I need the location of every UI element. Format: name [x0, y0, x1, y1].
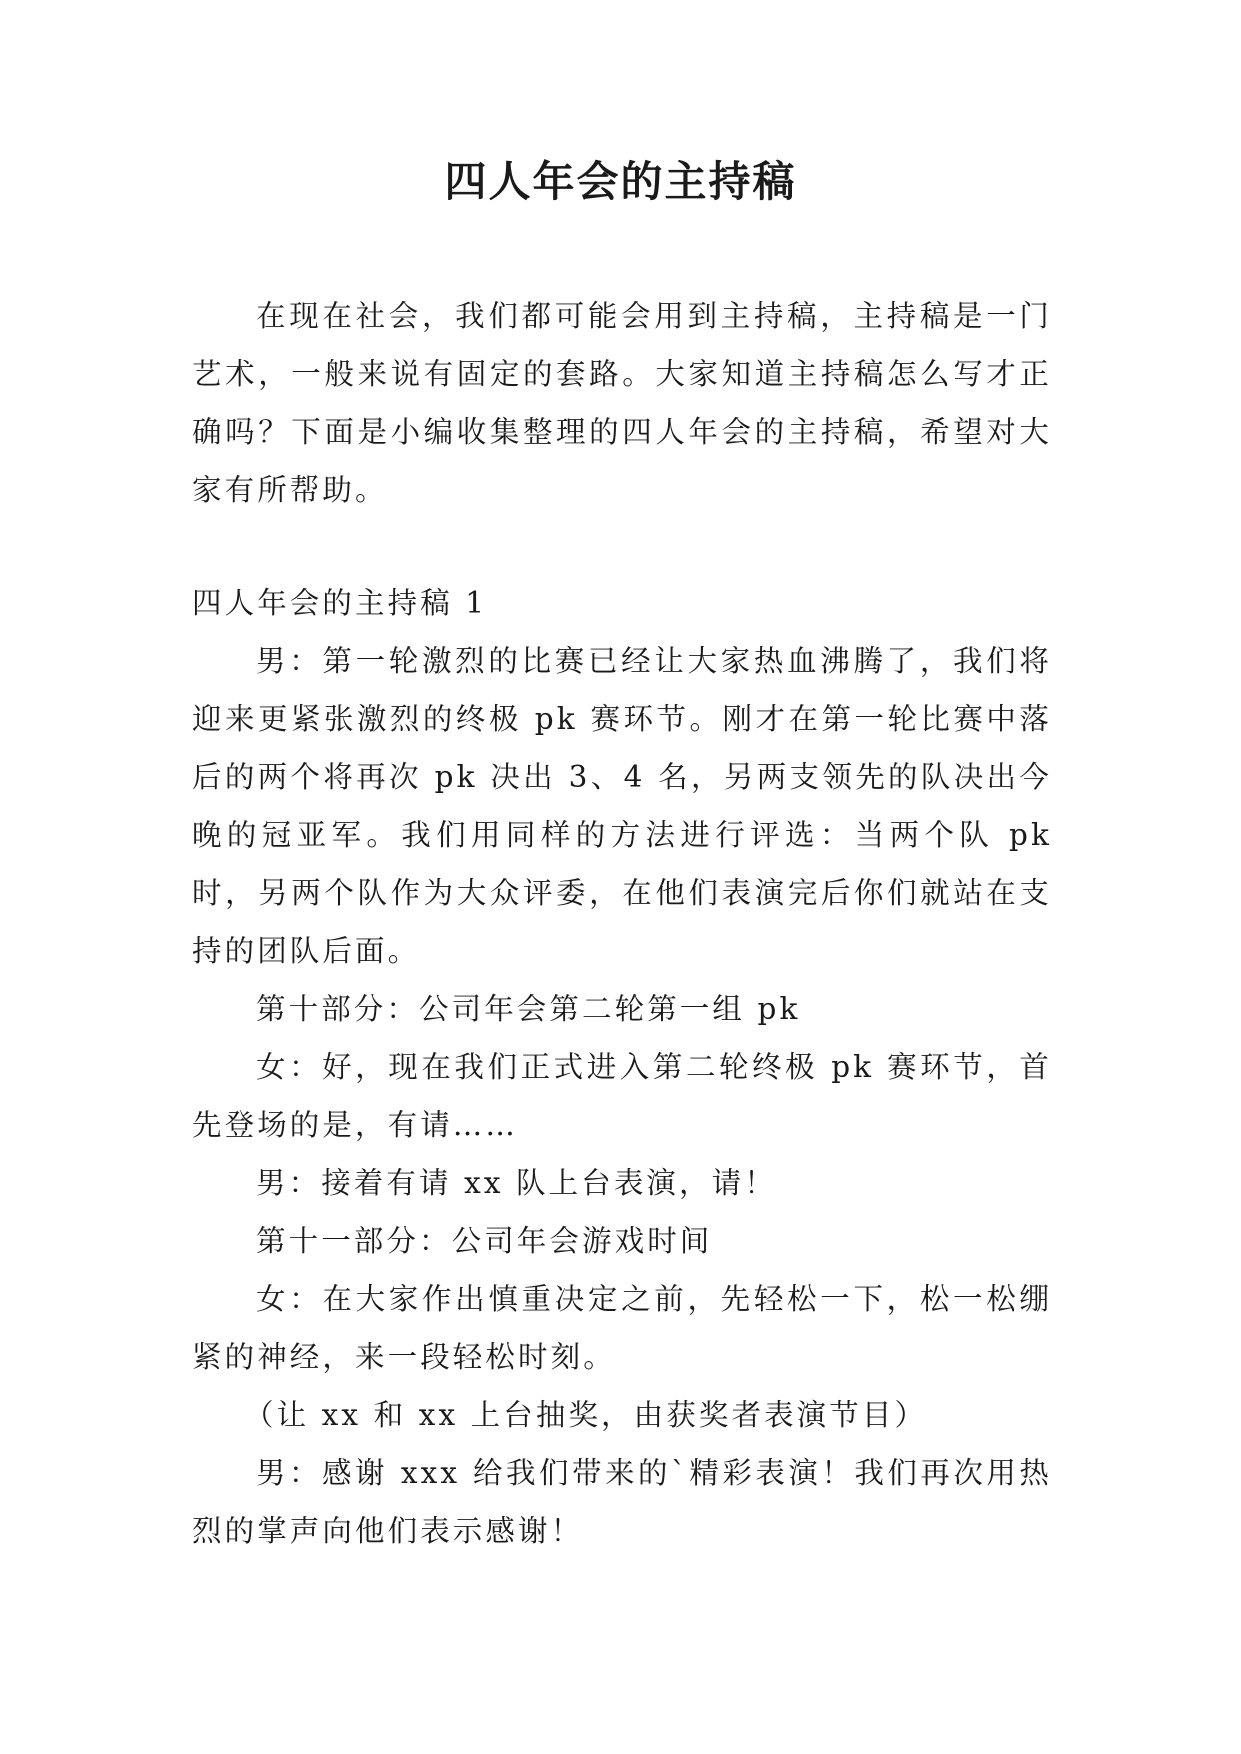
paragraph-female-pk: 女：好，现在我们正式进入第二轮终极 pk 赛环节，首先登场的是，有请……: [192, 1050, 1052, 1142]
paragraph-part-ten: 第十部分：公司年会第二轮第一组 pk: [256, 992, 801, 1026]
paragraph-part-eleven: 第十一部分：公司年会游戏时间: [256, 1224, 713, 1258]
document-title: 四人年会的主持稿: [444, 157, 797, 206]
intro-paragraph: 在现在社会，我们都可能会用到主持稿，主持稿是一门艺术，一般来说有固定的套路。大家知道主持稿怎么写才正确吗？下面是小编收集整理的四人年会的主持稿，希望对大家有所帮助。: [192, 299, 1052, 507]
paragraph-stage-direction: （让 xx 和 xx 上台抽奖，由获奖者表演节目）: [244, 1398, 928, 1432]
paragraph-male-invite: 男：接着有请 xx 队上台表演，请！: [256, 1166, 777, 1200]
paragraph-male-intro: 男：第一轮激烈的比赛已经让大家热血沸腾了，我们将迎来更紧张激烈的终极 pk 赛环节。刚才在第一轮比赛中落后的两个将再次 pk 决出 3、4 名，另两支领先的队决出今晚的冠亚军。我们用同样的方法进行评选：当两个队 pk 时，另两个队作为大众评委，在他们表演完后你们就站在支持的团队后面。: [192, 644, 1052, 968]
paragraph-male-thanks: 男：感谢 xxx 给我们带来的`精彩表演！我们再次用热烈的掌声向他们表示感谢！: [192, 1456, 1052, 1548]
section-heading: 四人年会的主持稿 1: [192, 586, 488, 620]
script-content: [192, 632, 1052, 1560]
paragraph-female-relax: 女：在大家作出慎重决定之前，先轻松一下，松一松绷紧的神经，来一段轻松时刻。: [192, 1282, 1052, 1374]
